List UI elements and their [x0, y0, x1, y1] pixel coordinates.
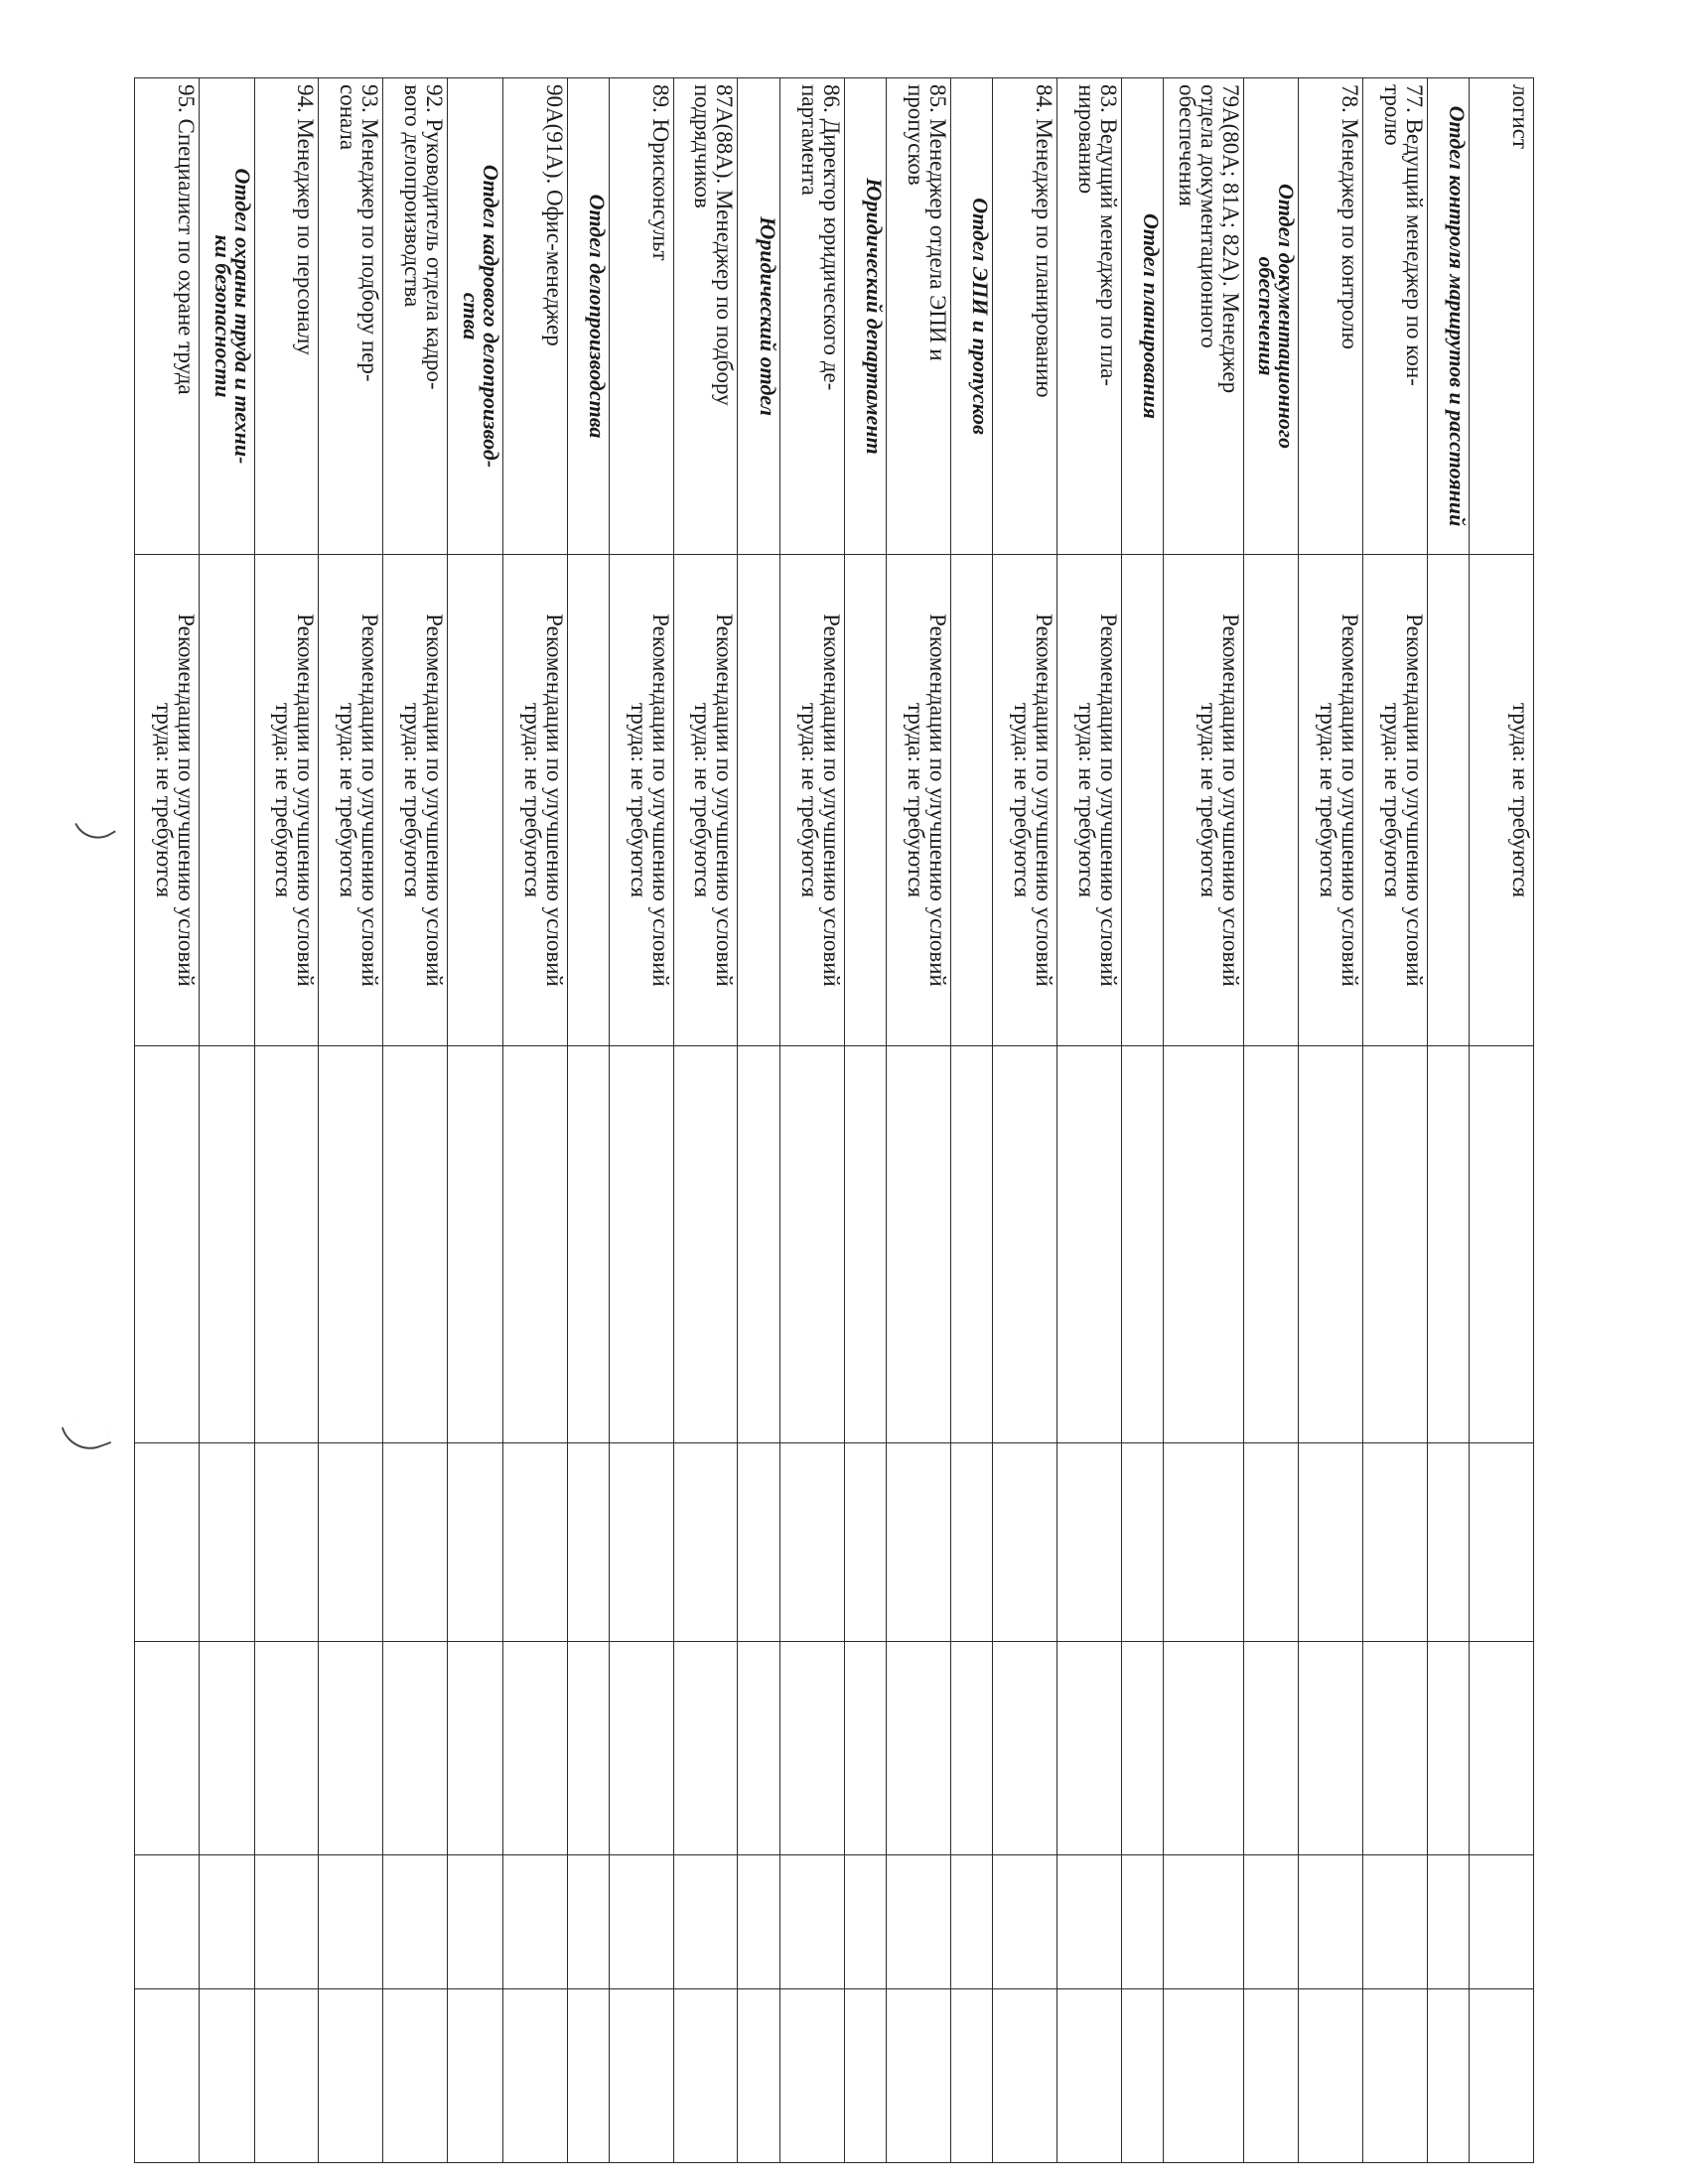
empty-cell [950, 1046, 992, 1443]
empty-cell [1056, 1642, 1121, 1855]
empty-cell [1299, 1855, 1363, 1989]
recommendation-cell: Рекомендации по улучшению условий труда: не требуются [1164, 555, 1243, 1046]
empty-cell [1363, 1046, 1428, 1443]
empty-cell [199, 1046, 254, 1443]
empty-cell [950, 1855, 992, 1989]
empty-cell [1164, 1443, 1243, 1642]
section-row [1427, 78, 1469, 2163]
empty-cell [950, 555, 992, 1046]
empty-cell [254, 1855, 319, 1989]
empty-cell [383, 1989, 448, 2163]
position-title-cell: 93. Менеджер по подбору пер- сонала [319, 78, 383, 555]
empty-cell [738, 1642, 779, 1855]
empty-cell [567, 1443, 609, 1642]
empty-cell [1470, 1046, 1534, 1443]
empty-cell [1056, 1855, 1121, 1989]
scan-artifact [74, 808, 116, 848]
empty-cell [673, 1642, 738, 1855]
empty-cell [319, 1642, 383, 1855]
empty-cell [502, 1642, 567, 1855]
empty-cell [383, 1642, 448, 1855]
empty-cell [779, 1642, 844, 1855]
position-title-cell: 83. Ведущий менеджер по пла- нированию [1056, 78, 1121, 555]
empty-cell [1243, 1642, 1299, 1855]
empty-cell [1427, 1046, 1469, 1443]
recommendation-cell: Рекомендации по улучшению условий труда: не требуются [319, 555, 383, 1046]
empty-cell [738, 1989, 779, 2163]
recommendation-cell: Рекомендации по улучшению условий труда: не требуются [779, 555, 844, 1046]
table-row [254, 78, 319, 2163]
recommendation-cell: Рекомендации по улучшению условий труда: не требуются [673, 555, 738, 1046]
empty-cell [1164, 1855, 1243, 1989]
empty-cell [609, 1443, 673, 1642]
section-row [447, 78, 502, 2163]
section-title: Отдел документационного обеспечения [1243, 78, 1299, 555]
empty-cell [1427, 1642, 1469, 1855]
empty-cell [1363, 1642, 1428, 1855]
empty-cell [993, 1046, 1057, 1443]
empty-cell [199, 1855, 254, 1989]
empty-cell [1121, 1046, 1163, 1443]
empty-cell [844, 1855, 886, 1989]
table-row [135, 78, 200, 2163]
recommendation-cell: Рекомендации по улучшению условий труда: не требуются [609, 555, 673, 1046]
empty-cell [950, 1443, 992, 1642]
empty-cell [779, 1046, 844, 1443]
empty-cell [1243, 1989, 1299, 2163]
empty-cell [199, 1642, 254, 1855]
empty-cell [135, 1046, 200, 1443]
position-title-cell: 77. Ведущий менеджер по кон- тролю [1363, 78, 1428, 555]
empty-cell [609, 1989, 673, 2163]
empty-cell [609, 1642, 673, 1855]
empty-cell [319, 1855, 383, 1989]
empty-cell [844, 555, 886, 1046]
empty-cell [567, 555, 609, 1046]
empty-cell [199, 555, 254, 1046]
empty-cell [950, 1642, 992, 1855]
empty-cell [609, 1855, 673, 1989]
empty-cell [135, 1855, 200, 1989]
empty-cell [1427, 1855, 1469, 1989]
recommendation-cell: Рекомендации по улучшению условий труда: не требуются [135, 555, 200, 1046]
empty-cell [254, 1046, 319, 1443]
empty-cell [1121, 1989, 1163, 2163]
table-row [887, 78, 951, 2163]
rotated-document-sheet [134, 77, 1534, 2162]
empty-cell [779, 1989, 844, 2163]
empty-cell [993, 1642, 1057, 1855]
table-row [319, 78, 383, 2163]
empty-cell [609, 1046, 673, 1443]
empty-cell [887, 1855, 951, 1989]
empty-cell [1363, 1855, 1428, 1989]
recommendation-cell: Рекомендации по улучшению условий труда: не требуются [1363, 555, 1428, 1046]
position-title-cell: 90А(91А). Офис-менеджер [502, 78, 567, 555]
empty-cell [1470, 1443, 1534, 1642]
section-row [738, 78, 779, 2163]
empty-cell [383, 1855, 448, 1989]
empty-cell [254, 1443, 319, 1642]
table-row [1164, 78, 1243, 2163]
empty-cell [738, 1443, 779, 1642]
empty-cell [993, 1443, 1057, 1642]
empty-cell [447, 1443, 502, 1642]
table-body [135, 78, 1534, 2163]
position-title-cell: 84. Менеджер по планированию [993, 78, 1057, 555]
recommendation-cell: Рекомендации по улучшению условий труда: не требуются [1056, 555, 1121, 1046]
empty-cell [447, 1989, 502, 2163]
empty-cell [844, 1642, 886, 1855]
recommendation-cell: Рекомендации по улучшению условий труда: не требуются [1299, 555, 1363, 1046]
section-title: Отдел планирования [1121, 78, 1163, 555]
empty-cell [383, 1046, 448, 1443]
empty-cell [673, 1046, 738, 1443]
empty-cell [1056, 1989, 1121, 2163]
empty-cell [1243, 1855, 1299, 1989]
recommendation-cell: Рекомендации по улучшению условий труда: не требуются [383, 555, 448, 1046]
empty-cell [1243, 1443, 1299, 1642]
empty-cell [135, 1989, 200, 2163]
empty-cell [887, 1443, 951, 1642]
empty-cell [319, 1989, 383, 2163]
table-row [609, 78, 673, 2163]
section-row [1243, 78, 1299, 2163]
table-row [1470, 78, 1534, 2163]
empty-cell [887, 1989, 951, 2163]
section-row [567, 78, 609, 2163]
empty-cell [567, 1989, 609, 2163]
position-title-cell: 89. Юрисконсульт [609, 78, 673, 555]
empty-cell [447, 1855, 502, 1989]
empty-cell [844, 1443, 886, 1642]
position-title-cell: логист [1470, 78, 1534, 555]
empty-cell [950, 1989, 992, 2163]
empty-cell [502, 1855, 567, 1989]
position-title-cell: 95. Специалист по охране труда [135, 78, 200, 555]
recommendation-cell: Рекомендации по улучшению условий труда: не требуются [502, 555, 567, 1046]
working-conditions-table [134, 77, 1534, 2163]
table-row [1056, 78, 1121, 2163]
empty-cell [1299, 1046, 1363, 1443]
recommendation-cell: Рекомендации по улучшению условий труда: не требуются [254, 555, 319, 1046]
empty-cell [1427, 1443, 1469, 1642]
empty-cell [1243, 555, 1299, 1046]
section-title: Юридический департамент [844, 78, 886, 555]
empty-cell [1299, 1989, 1363, 2163]
empty-cell [199, 1443, 254, 1642]
empty-cell [567, 1855, 609, 1989]
table-row [1363, 78, 1428, 2163]
empty-cell [844, 1989, 886, 2163]
empty-cell [502, 1046, 567, 1443]
empty-cell [738, 1046, 779, 1443]
empty-cell [1470, 1989, 1534, 2163]
position-title-cell: 85. Менеджер отдела ЭПИ и пропусков [887, 78, 951, 555]
section-row [199, 78, 254, 2163]
table-row [673, 78, 738, 2163]
empty-cell [779, 1855, 844, 1989]
table-row [1299, 78, 1363, 2163]
empty-cell [993, 1989, 1057, 2163]
empty-cell [1427, 1989, 1469, 2163]
empty-cell [673, 1443, 738, 1642]
empty-cell [254, 1642, 319, 1855]
position-title-cell: 78. Менеджер по контролю [1299, 78, 1363, 555]
empty-cell [1363, 1443, 1428, 1642]
empty-cell [1164, 1989, 1243, 2163]
empty-cell [1121, 1855, 1163, 1989]
section-title: Отдел делопроизводства [567, 78, 609, 555]
empty-cell [1299, 1443, 1363, 1642]
empty-cell [135, 1642, 200, 1855]
table-row [993, 78, 1057, 2163]
empty-cell [1121, 1443, 1163, 1642]
section-row [950, 78, 992, 2163]
empty-cell [135, 1443, 200, 1642]
position-title-cell: 87А(88А). Менеджер по подбору подрядчиков [673, 78, 738, 555]
section-title: Отдел кадрового делопроизвод- ства [447, 78, 502, 555]
recommendation-cell: труда: не требуются [1470, 555, 1534, 1046]
empty-cell [1427, 555, 1469, 1046]
empty-cell [1299, 1642, 1363, 1855]
empty-cell [1056, 1046, 1121, 1443]
position-title-cell: 79А(80А; 81А; 82А). Менеджер отдела документационного обеспечения [1164, 78, 1243, 555]
empty-cell [1121, 1642, 1163, 1855]
empty-cell [383, 1443, 448, 1642]
position-title-cell: 92. Руководитель отдела кадро- вого делопроизводства [383, 78, 448, 555]
empty-cell [1164, 1642, 1243, 1855]
empty-cell [447, 1642, 502, 1855]
empty-cell [844, 1046, 886, 1443]
empty-cell [447, 555, 502, 1046]
empty-cell [447, 1046, 502, 1443]
section-row [1121, 78, 1163, 2163]
empty-cell [1056, 1443, 1121, 1642]
section-title: Отдел ЭПИ и пропусков [950, 78, 992, 555]
recommendation-cell: Рекомендации по улучшению условий труда: не требуются [887, 555, 951, 1046]
empty-cell [1164, 1046, 1243, 1443]
empty-cell [1243, 1046, 1299, 1443]
empty-cell [887, 1046, 951, 1443]
empty-cell [1363, 1989, 1428, 2163]
empty-cell [319, 1443, 383, 1642]
table-row [779, 78, 844, 2163]
table-row [502, 78, 567, 2163]
empty-cell [1121, 555, 1163, 1046]
empty-cell [254, 1989, 319, 2163]
empty-cell [567, 1642, 609, 1855]
section-title: Юридический отдел [738, 78, 779, 555]
empty-cell [993, 1855, 1057, 1989]
empty-cell [1470, 1642, 1534, 1855]
empty-cell [673, 1989, 738, 2163]
empty-cell [738, 555, 779, 1046]
table-row [383, 78, 448, 2163]
position-title-cell: 94. Менеджер по персоналу [254, 78, 319, 555]
position-title-cell: 86. Директор юридического де- партамента [779, 78, 844, 555]
scan-artifact [62, 1414, 111, 1457]
section-row [844, 78, 886, 2163]
empty-cell [1470, 1855, 1534, 1989]
recommendation-cell: Рекомендации по улучшению условий труда: не требуются [993, 555, 1057, 1046]
empty-cell [319, 1046, 383, 1443]
empty-cell [502, 1989, 567, 2163]
empty-cell [779, 1443, 844, 1642]
empty-cell [673, 1855, 738, 1989]
empty-cell [887, 1642, 951, 1855]
section-title: Отдел охраны труда и техни- ки безопасности [199, 78, 254, 555]
section-title: Отдел контроля маршрутов и расстояний [1427, 78, 1469, 555]
empty-cell [738, 1855, 779, 1989]
empty-cell [199, 1989, 254, 2163]
empty-cell [502, 1443, 567, 1642]
empty-cell [567, 1046, 609, 1443]
